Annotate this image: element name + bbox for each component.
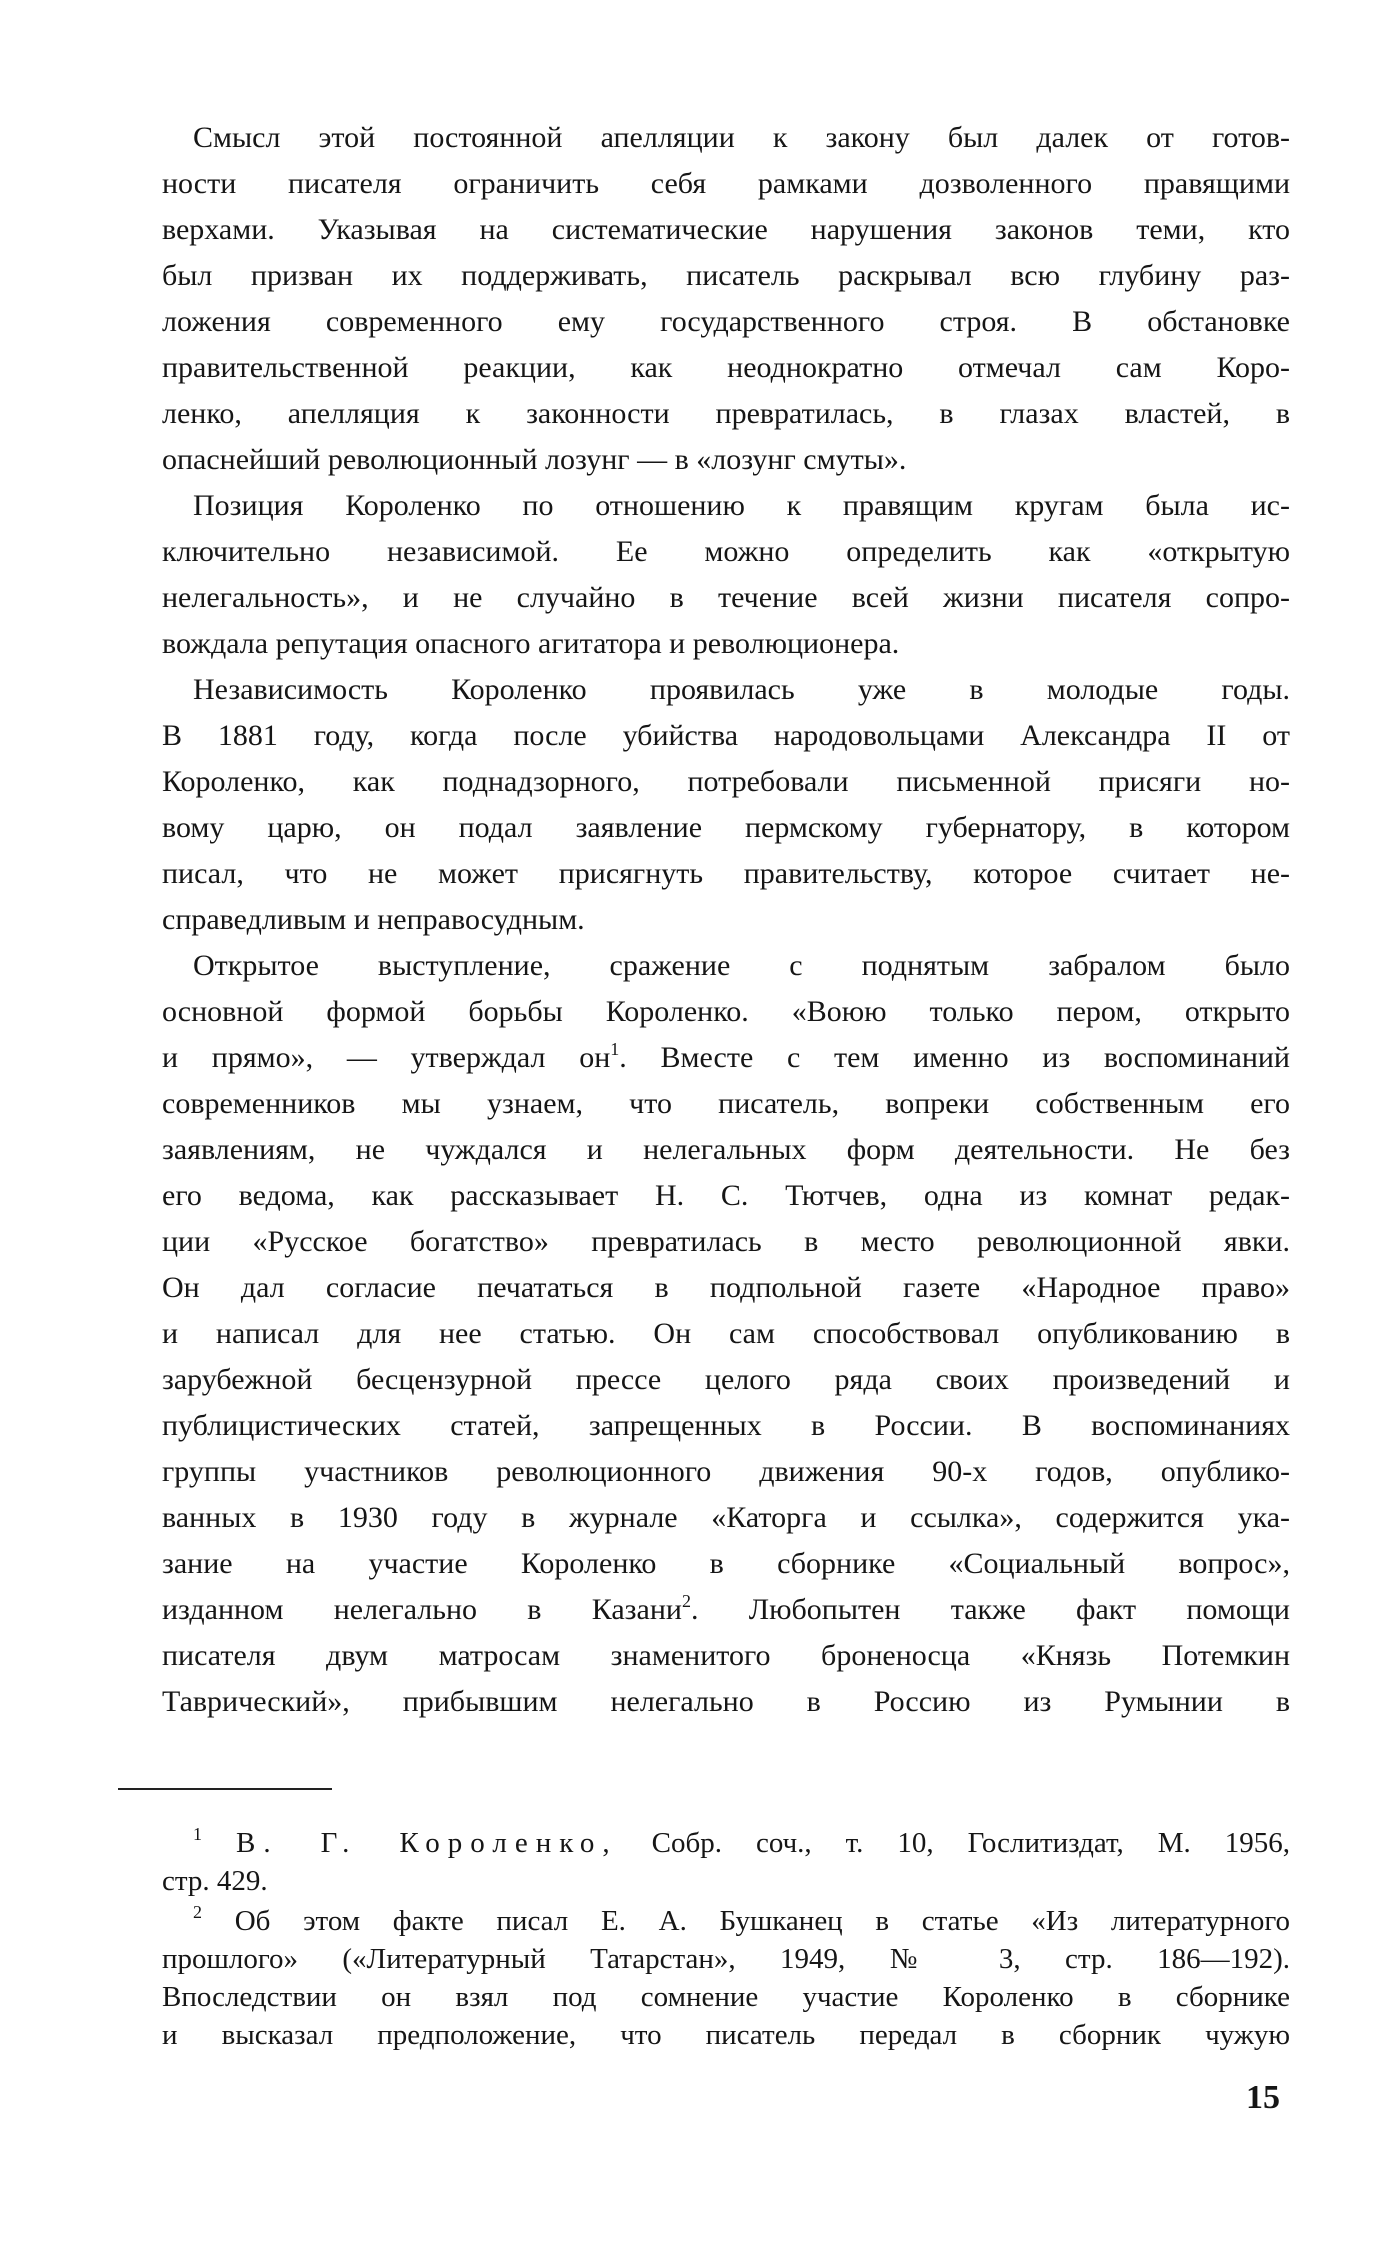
body-text-line: современников мы узнаем, что писатель, вопреки собственным его xyxy=(162,1087,1290,1120)
footnote-reference[interactable]: 1 xyxy=(610,1039,620,1059)
body-text-line: нелегальность», и не случайно в течение всей жизни писателя сопро- xyxy=(162,581,1290,614)
body-text-line: писал, что не может присягнуть правительству, которое считает не- xyxy=(162,857,1290,890)
body-text-line: ложения современного ему государственного строя. В обстановке xyxy=(162,305,1290,338)
body-text-line: его ведома, как рассказывает Н. С. Тютчев, одна из комнат редак- xyxy=(162,1179,1290,1212)
footnote-reference[interactable]: 2 xyxy=(681,1591,691,1611)
body-text-line: группы участников революционного движения 90-х годов, опублико- xyxy=(162,1455,1290,1488)
body-text-line: Открытое выступление, сражение с поднятым забралом было xyxy=(193,949,1290,982)
body-text-line: опаснейший революционный лозунг — в «лозунг смуты». xyxy=(162,443,907,476)
footnote-line: Впоследствии он взял под сомнение участие Короленко в сборнике xyxy=(162,1981,1290,2013)
body-text-line: Позиция Короленко по отношению к правящим кругам была ис- xyxy=(193,489,1290,522)
body-text-segment: изданном нелегально в Казани xyxy=(162,1593,682,1626)
body-text-line: был призван их поддерживать, писатель раскрывал всю глубину раз- xyxy=(162,259,1290,292)
body-text-line: правительственной реакции, как неоднократно отмечал сам Коро- xyxy=(162,351,1290,384)
body-text-line: справедливым и неправосудным. xyxy=(162,903,585,936)
body-text-segment: и прямо», — утверждал он xyxy=(162,1041,611,1074)
body-text-line: публицистических статей, запрещенных в России. В воспоминаниях xyxy=(162,1409,1290,1442)
body-text-line xyxy=(162,1040,1290,1076)
body-text-line: и написал для нее статью. Он сам способствовал опубликованию в xyxy=(162,1317,1290,1350)
body-text-line: вому царю, он подал заявление пермскому губернатору, в котором xyxy=(162,811,1290,844)
body-text-line: ключительно независимой. Ее можно определить как «открытую xyxy=(162,535,1290,568)
footnote-line xyxy=(193,1826,1290,1860)
page-number: 15 xyxy=(1246,2079,1280,2116)
body-text-line: ции «Русское богатство» превратилась в место революционной явки. xyxy=(162,1225,1290,1258)
footnote-mark: 2 xyxy=(193,1902,202,1922)
body-text-line: ванных в 1930 году в журнале «Каторга и ссылка», содержится ука- xyxy=(162,1501,1290,1534)
body-text-line: верхами. Указывая на систематические нарушения законов теми, кто xyxy=(162,213,1290,246)
footnote-line: прошлого» («Литературный Татарстан», 1949, № 3, стр. 186—192). xyxy=(162,1943,1290,1975)
footnote-line: и высказал предположение, что писатель передал в сборник чужую xyxy=(162,2019,1290,2051)
body-text-line: вождала репутация опасного агитатора и революционера. xyxy=(162,627,900,660)
body-text-line: Короленко, как поднадзорного, потребовали письменной присяги но- xyxy=(162,765,1290,798)
body-text-line: писателя двум матросам знаменитого броненосца «Князь Потемкин xyxy=(162,1639,1290,1672)
body-text-line: ности писателя ограничить себя рамками дозволенного правящими xyxy=(162,167,1290,200)
body-text-segment: . Любопытен также факт помощи xyxy=(690,1593,1290,1626)
body-text-line: основной формой борьбы Короленко. «Воюю только пером, открыто xyxy=(162,995,1290,1028)
body-text-segment: . Вместе с тем именно из воспоминаний xyxy=(619,1041,1290,1074)
footnote-line: стр. 429. xyxy=(162,1865,268,1897)
body-text-line: Независимость Короленко проявилась уже в молодые годы. xyxy=(193,673,1290,706)
footnote-author: В. Г. Короленко, xyxy=(236,1827,618,1859)
body-text-line: Таврический», прибывшим нелегально в Россию из Румынии в xyxy=(162,1685,1290,1718)
footnote-line xyxy=(193,1904,1290,1938)
body-text-line: зание на участие Короленко в сборнике «Социальный вопрос», xyxy=(162,1547,1290,1580)
body-text-line: В 1881 году, когда после убийства народовольцами Александра II от xyxy=(162,719,1290,752)
body-text-line: Он дал согласие печататься в подпольной газете «Народное право» xyxy=(162,1271,1290,1304)
body-text-line xyxy=(162,1592,1290,1628)
footnote-mark: 1 xyxy=(193,1824,202,1844)
footnote-text: Об этом факте писал Е. А. Бушканец в статье «Из литературного xyxy=(202,1905,1290,1937)
body-text-line: ленко, апелляция к законности превратилась, в глазах властей, в xyxy=(162,397,1290,430)
body-text-line: Смысл этой постоянной апелляции к закону был далек от готов- xyxy=(193,121,1290,154)
body-text-line: зарубежной бесцензурной прессе целого ряда своих произведений и xyxy=(162,1363,1290,1396)
body-text-line: заявлениям, не чуждался и нелегальных форм деятельности. Не без xyxy=(162,1133,1290,1166)
footnote-text: Собр. соч., т. 10, Гослитиздат, М. 1956, xyxy=(617,1827,1290,1859)
footnote-separator xyxy=(118,1788,332,1790)
